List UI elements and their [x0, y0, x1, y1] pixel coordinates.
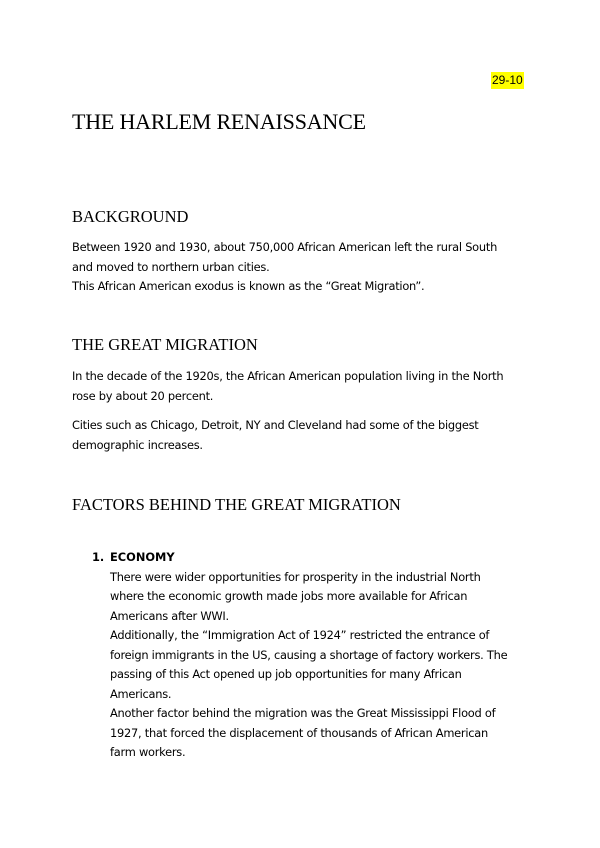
text-line: There were wider opportunities for prosperity in the industrial North: [110, 569, 481, 584]
great-migration-paragraph-1: [72, 367, 542, 406]
text-line: where the economic growth made jobs more available for African: [110, 589, 468, 603]
text-line: farm workers.: [110, 745, 186, 759]
text-line: rose by about 20 percent.: [72, 388, 214, 403]
text-line: Between 1920 and 1930, about 750,000 African American left the rural South: [72, 240, 498, 254]
text-line: Cities such as Chicago, Detroit, NY and Cleveland had some of the biggest: [72, 418, 479, 432]
date-tag: 29-10: [492, 73, 523, 87]
text-line: and moved to northern urban cities.: [72, 259, 270, 274]
list-item-economy: [110, 548, 540, 763]
text-line: foreign immigrants in the US, causing a shortage of factory workers. The: [110, 647, 508, 662]
section-heading-factors: FACTORS BEHIND THE GREAT MIGRATION: [72, 495, 401, 514]
text-line: This African American exodus is known as the “Great Migration”.: [72, 279, 425, 293]
text-line: Additionally, the “Immigration Act of 1924” restricted the entrance of: [110, 628, 490, 642]
text-line: Americans after WWI.: [110, 608, 229, 623]
text-line: Americans.: [110, 686, 172, 701]
list-item-title: ECONOMY: [110, 550, 175, 564]
text-line: demographic increases.: [72, 437, 203, 452]
section-heading-great-migration: THE GREAT MIGRATION: [72, 335, 258, 354]
text-line: Another factor behind the migration was the Great Mississippi Flood of: [110, 706, 496, 720]
great-migration-paragraph-2: [72, 416, 542, 455]
section-heading-background: BACKGROUND: [72, 207, 189, 226]
page-title: THE HARLEM RENAISSANCE: [72, 109, 366, 134]
text-line: passing of this Act opened up job opportunities for many African: [110, 667, 462, 681]
text-line: In the decade of the 1920s, the African American population living in the North: [72, 369, 504, 383]
text-line: 1927, that forced the displacement of thousands of African American: [110, 725, 488, 740]
background-paragraph: [72, 238, 542, 297]
list-number: 1.: [92, 550, 105, 564]
